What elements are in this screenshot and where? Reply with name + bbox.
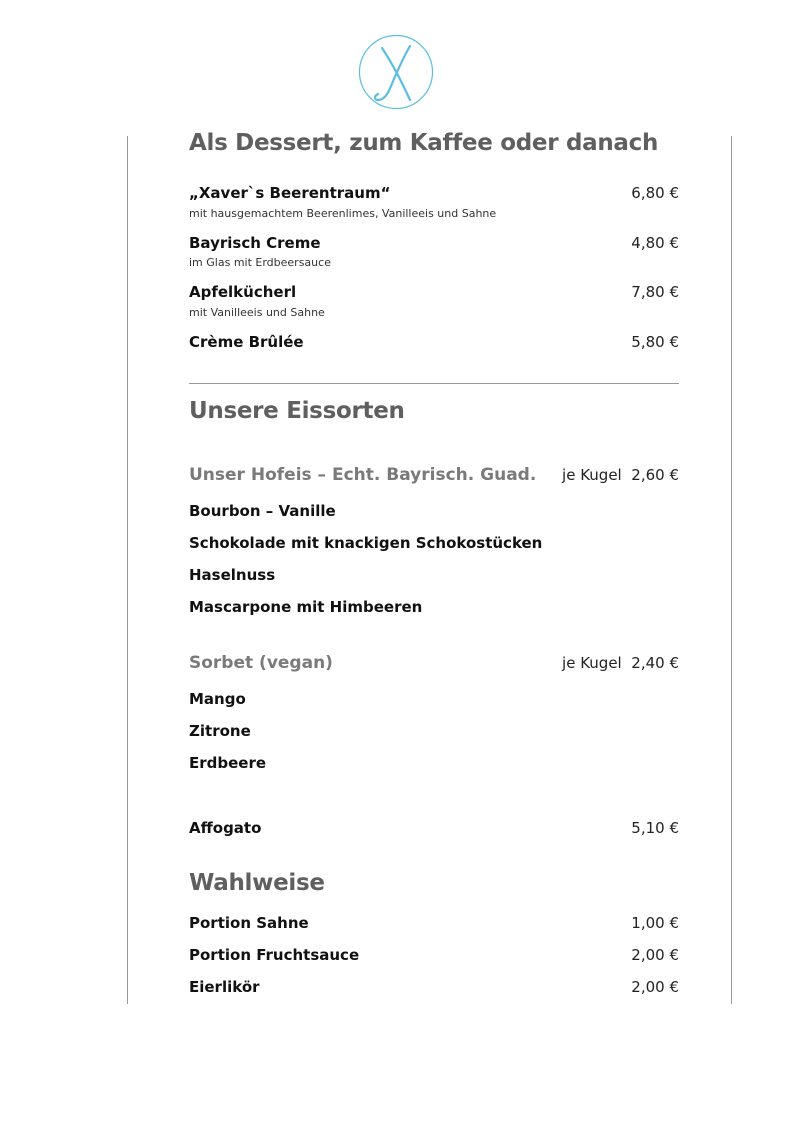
flavor-item: Schokolade mit knackigen Schokostücken [189, 534, 543, 552]
menu-item-price: 5,10 € [631, 819, 679, 837]
flavor-item: Bourbon – Vanille [189, 502, 336, 520]
subsection-title-hofeis: Unser Hofeis – Echt. Bayrisch. Guad. [189, 465, 537, 485]
price-per-scoop [562, 466, 679, 484]
section-title-wahlweise: Wahlweise [189, 870, 325, 896]
right-border-line [731, 136, 732, 1004]
menu-item-price: 2,00 € [631, 978, 679, 996]
menu-item-price: 1,00 € [631, 914, 679, 932]
price-per-scoop [562, 654, 679, 672]
menu-item-name: Bayrisch Creme [189, 234, 321, 252]
price-unit: je Kugel [562, 466, 622, 484]
menu-item-price: 2,00 € [631, 946, 679, 964]
subsection-title-sorbet: Sorbet (vegan) [189, 653, 333, 673]
price-value: 2,60 € [631, 466, 679, 484]
flavor-item: Mascarpone mit Himbeeren [189, 598, 423, 616]
flavor-item: Mango [189, 690, 246, 708]
section-divider [189, 383, 679, 384]
section-title-dessert: Als Dessert, zum Kaffee oder danach [189, 130, 659, 156]
left-border-line [127, 136, 128, 1004]
menu-item-description: im Glas mit Erdbeersauce [189, 256, 331, 269]
menu-item-name: Portion Sahne [189, 914, 309, 932]
menu-item-name: Portion Fruchtsauce [189, 946, 360, 964]
menu-item-price: 4,80 € [631, 234, 679, 252]
flavor-item: Erdbeere [189, 754, 267, 772]
price-value: 2,40 € [631, 654, 679, 672]
section-title-eis: Unsere Eissorten [189, 398, 405, 424]
menu-item-name: Apfelkücherl [189, 283, 297, 301]
menu-item-price: 5,80 € [631, 333, 679, 351]
menu-item-name: Crème Brûlée [189, 333, 304, 351]
flavor-item: Haselnuss [189, 566, 276, 584]
menu-item-name: Affogato [189, 819, 262, 837]
menu-item-name: Eierlikör [189, 978, 260, 996]
menu-item-description: mit hausgemachtem Beerenlimes, Vanilleeis und Sahne [189, 207, 497, 220]
menu-item-price: 6,80 € [631, 184, 679, 202]
menu-item-name: „Xaver`s Beerentraum“ [189, 184, 391, 202]
flavor-item: Zitrone [189, 722, 251, 740]
menu-item-description: mit Vanilleeis und Sahne [189, 306, 325, 319]
menu-item-price: 7,80 € [631, 283, 679, 301]
x-monogram-logo [358, 34, 434, 110]
price-unit: je Kugel [562, 654, 622, 672]
